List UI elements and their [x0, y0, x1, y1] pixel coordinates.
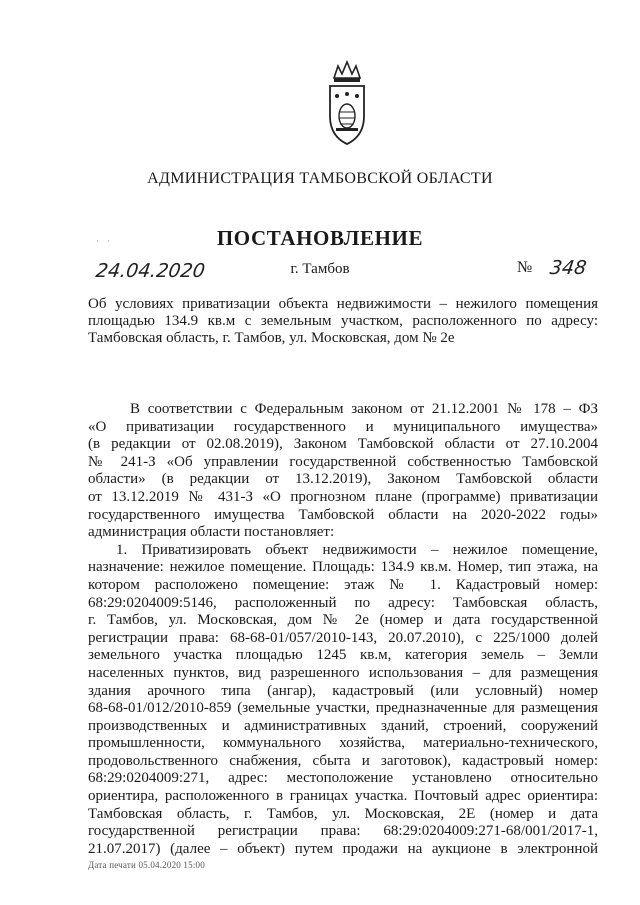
- body-line: области» (в редакции от 13.12.2019), Законом Тамбовской области: [88, 471, 598, 488]
- body-line: государственной регистрации права: 68:29:0204009:271-68/001/2017-1,: [88, 823, 598, 840]
- body-line: 68:29:0204009:5146, расположенный по адресу: Тамбовская область,: [88, 594, 598, 611]
- document-number: 348: [548, 257, 588, 279]
- document-date: 24.04.2020: [94, 260, 207, 282]
- body-line: (в редакции от 02.08.2019), Законом Тамбовской области от 27.10.2004: [88, 436, 598, 453]
- document-city: г. Тамбов: [290, 261, 350, 277]
- subject-line: Тамбовская область, г. Тамбов, ул. Московская, дом № 2е: [88, 330, 455, 346]
- print-date: Дата печати 05.04.2020 15:00: [88, 860, 205, 870]
- body-line: администрация области постановляет:: [88, 524, 335, 541]
- subject-line: площадью 134.9 кв.м с земельным участком, расположенного по адресу:: [88, 313, 598, 329]
- body-line: ориентира, расположенного в границах участка. Почтовый адрес ориентира:: [88, 788, 598, 805]
- body-line: № 241-З «Об управлении государственной собственностью Тамбовской: [88, 453, 598, 470]
- body-line: 1. Приватизировать объект недвижимости – нежилое помещение,: [116, 541, 598, 558]
- subject-line: Об условиях приватизации объекта недвижимости – нежилого помещения: [88, 296, 598, 312]
- body-line: 21.07.2017) (далее – объект) путем продажи на аукционе в электронной: [88, 840, 598, 857]
- body-line: от 13.12.2019 № 431-З «О прогнозном плане (программе) приватизации: [88, 488, 598, 505]
- body-line: 68-68-01/012/2010-859 (земельные участки, предназначенные для размещения: [88, 700, 598, 717]
- body-line: «О приватизации государственного и муниципального имущества»: [88, 418, 598, 435]
- body-line: государственного имущества Тамбовской области на 2020-2022 годы»: [88, 506, 598, 523]
- body-line: Тамбовская область, г. Тамбов, ул. Московская, 2Е (номер и дата: [88, 805, 598, 822]
- body-line: продовольственного снабжения, сбыта и заготовок), кадастровый номер:: [88, 752, 598, 769]
- body-line: земельного участка площадью 1245 кв.м, категория земель – Земли: [88, 647, 598, 664]
- body-line: населенных пунктов, вид разрешенного использования – для размещения: [88, 664, 598, 681]
- body-line: промышленности, коммунального хозяйства, материально-технического,: [88, 735, 598, 752]
- tambov-coat-of-arms-icon: [324, 58, 370, 150]
- body-line: г. Тамбов, ул. Московская, дом № 2е (номер и дата государственной: [88, 612, 598, 629]
- body-line: регистрации права: 68-68-01/057/2010-143, 20.07.2010), с 225/1000 долей: [88, 629, 598, 646]
- body-line: В соответствии с Федеральным законом от 21.12.2001 № 178 – ФЗ: [130, 401, 598, 417]
- body-line: 68:29:0204009:271, адрес: местоположение установлено относительно: [88, 770, 598, 787]
- document-body: [88, 401, 598, 858]
- document-subject: [88, 296, 598, 347]
- body-line: назначение: нежилое помещение. Площадь: 134.9 кв.м. Номер, тип этажа, на: [88, 559, 598, 576]
- organization-name: АДМИНИСТРАЦИЯ ТАМБОВСКОЙ ОБЛАСТИ: [147, 170, 493, 187]
- body-line: котором расположено помещение: этаж № 1. Кадастровый номер:: [88, 576, 598, 593]
- document-type: ПОСТАНОВЛЕНИЕ: [216, 226, 424, 250]
- number-sign: №: [517, 259, 533, 276]
- body-line: здания арочного типа (ангар), кадастровый (или условный) номер: [88, 682, 598, 699]
- body-line: производственных и административных зданий, строений, сооружений: [88, 717, 598, 734]
- decorative-dots: · ·: [96, 236, 114, 246]
